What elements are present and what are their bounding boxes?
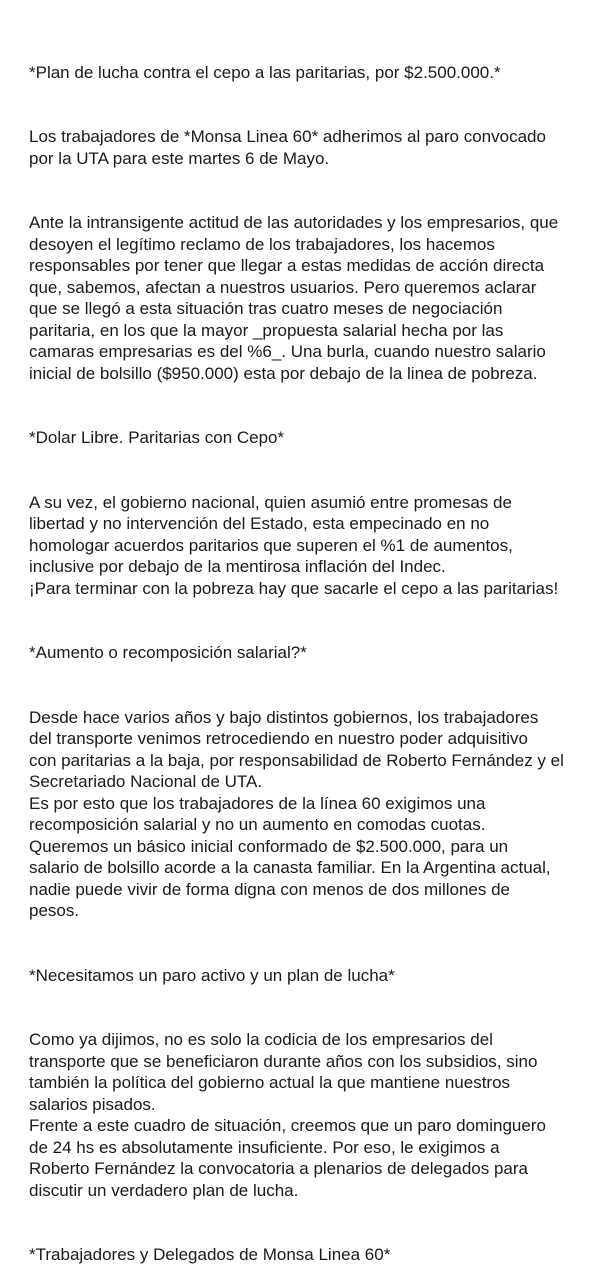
section-heading-dolar-libre: *Dolar Libre. Paritarias con Cepo* (29, 428, 285, 447)
context-paragraph: Ante la intransigente actitud de las autoridades y los empresarios, que desoyen el legítimo reclamo de los trabajadores, los hacemos responsables por tener que llegar a estas medidas de acción directa que, sabemos, afectan a nuestros usuarios. Pero queremos aclarar que se llegó a esta situación tras cuatro meses de negociación paritaria, en los que la mayor _propuesta salarial hecha por las camaras empresarias es del %6_. Una burla, cuando nuestro salario inicial de bolsillo ($950.000) esta por debajo de la linea de pobreza. (29, 213, 559, 383)
strike-paragraph: Como ya dijimos, no es solo la codicia de los empresarios del transporte que se beneficiaron durante años con los subsidios, sino también la política del gobierno actual la que mantiene nuestros salarios pisados. Frente a este cuadro de situación, creemos que un paro dominguero de 24 hs es absolutamente insuficiente. Por eso, le exigimos a Roberto Fernández la convocatoria a plenarios de delegados para discutir un verdadero plan de lucha. (29, 1030, 546, 1200)
message-body (29, 40, 607, 1287)
signature-line: *Trabajadores y Delegados de Monsa Linea 60* (29, 1245, 391, 1264)
section-heading-aumento: *Aumento o recomposición salarial?* (29, 643, 307, 662)
government-paragraph: A su vez, el gobierno nacional, quien asumió entre promesas de libertad y no intervención del Estado, esta empecinado en no homologar acuerdos paritarios que superen el %1 de aumentos, inclusive por debajo de la mentirosa inflación del Indec. ¡Para terminar con la pobreza hay que sacarle el cepo a las paritarias! (29, 492, 559, 598)
section-heading-paro-activo: *Necesitamos un paro activo y un plan de lucha* (29, 965, 395, 985)
title-line: *Plan de lucha contra el cepo a las paritarias, por $2.500.000.* (29, 62, 501, 82)
salary-paragraph: Desde hace varios años y bajo distintos gobiernos, los trabajadores del transporte venimos retrocediendo en nuestro poder adquisitivo con paritarias a la baja, por responsabilidad de Roberto Fernández y el Secretariado Nacional de UTA. Es por esto que los trabajadores de la línea 60 exigimos una recomposición salarial y no un aumento en comodas cuotas. Queremos un básico inicial conformado de $2.500.000, para un salario de bolsillo acorde a la canasta familiar. En la Argentina actual, nadie puede vivir de forma digna con menos de dos millones de pesos. (29, 707, 564, 920)
intro-paragraph: Los trabajadores de *Monsa Linea 60* adherimos al paro convocado por la UTA para este martes 6 de Mayo. (29, 127, 546, 168)
